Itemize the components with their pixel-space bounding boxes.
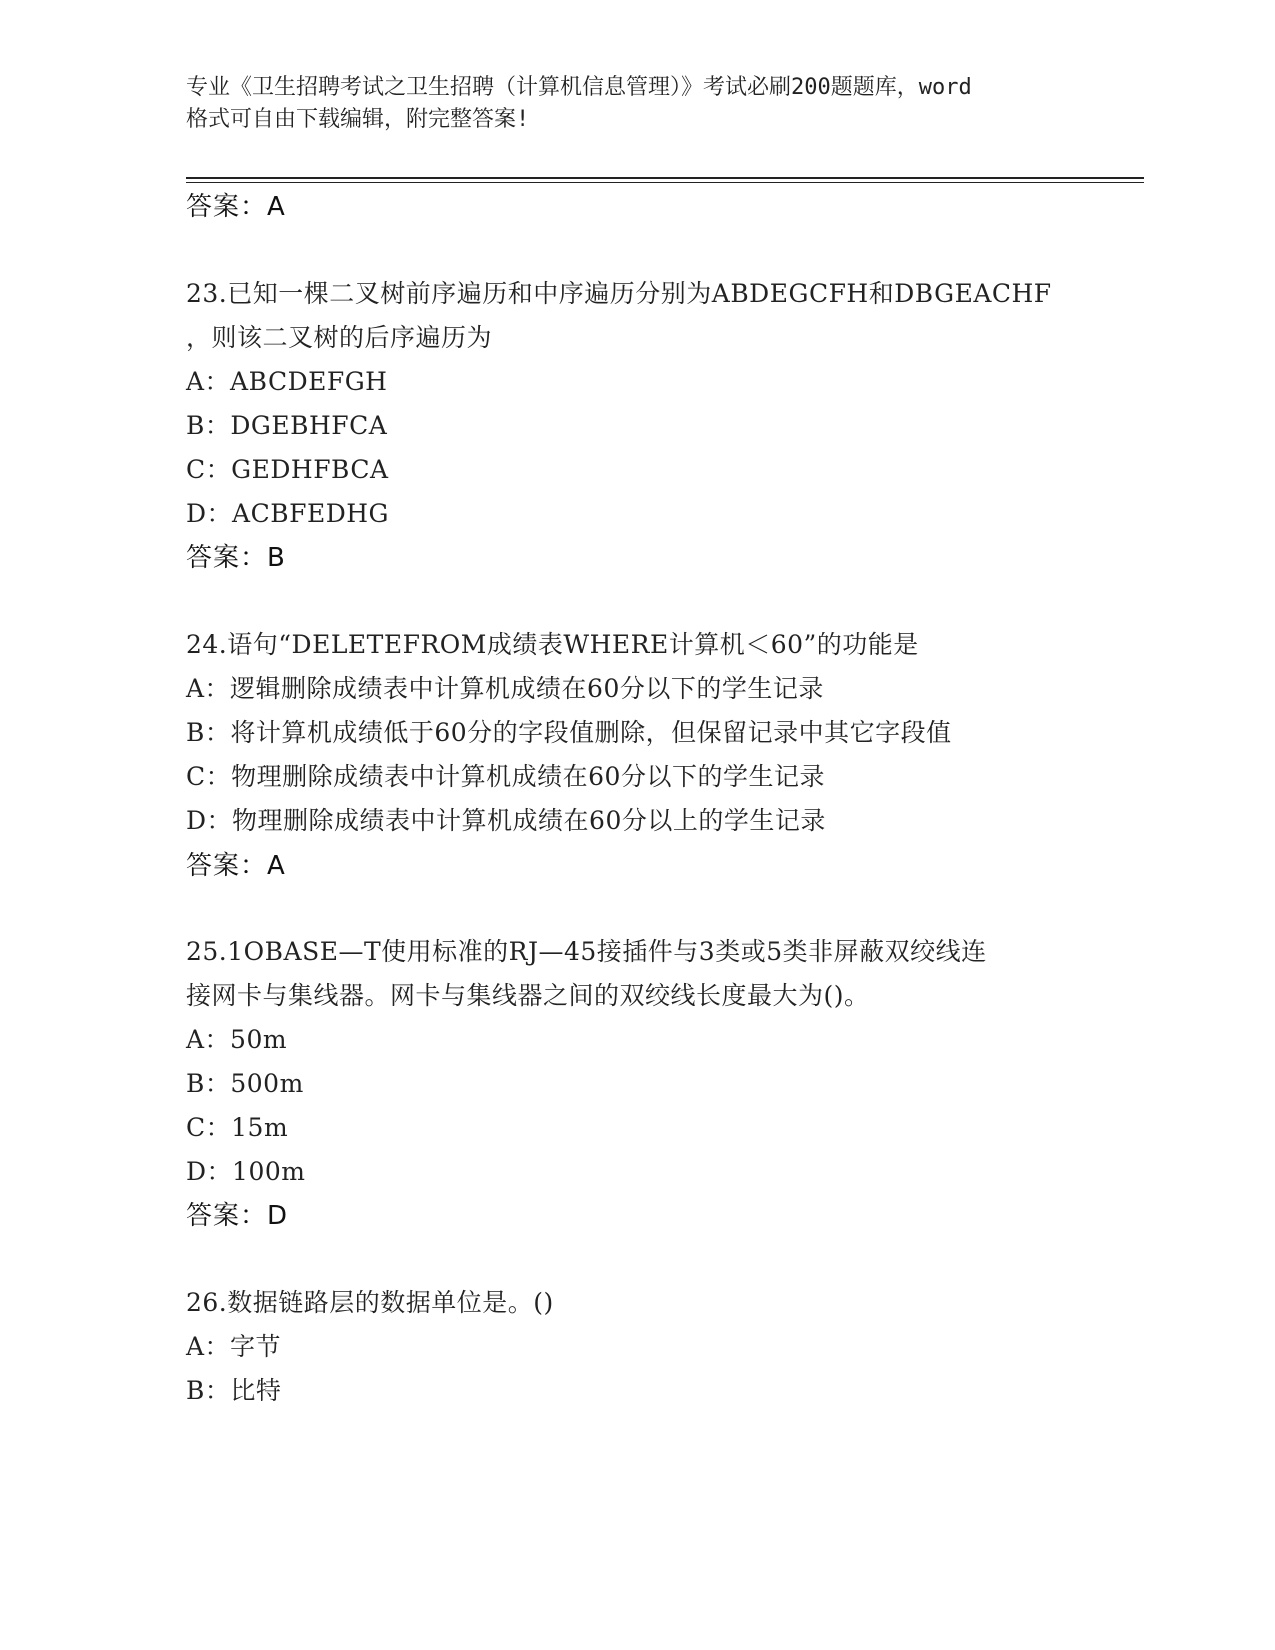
question-stem: 26.数据链路层的数据单位是。() [186,1288,554,1317]
question-stem: 23.已知一棵二叉树前序遍历和中序遍历分别为ABDEGCFH和DBGEACHF [186,279,1052,308]
option-d: D：物理删除成绩表中计算机成绩在60分以上的学生记录 [186,806,826,835]
option-b: B：500m [186,1069,304,1098]
document-header [186,72,1086,136]
option-c: C：15m [186,1113,289,1142]
option-c: C：GEDHFBCA [186,455,389,484]
header-divider-thin [186,182,1144,183]
option-a: A：字节 [186,1332,282,1361]
question-stem: 25.1OBASE—T使用标准的RJ—45接插件与3类或5类非屏蔽双绞线连 [186,937,987,966]
question-stem: ，则该二叉树的后序遍历为 [186,323,493,352]
header-divider [186,177,1144,179]
answer-line: 答案：B [186,543,286,573]
option-c: C：物理删除成绩表中计算机成绩在60分以下的学生记录 [186,762,825,791]
header-line-2: 格式可自由下载编辑，附完整答案! [186,107,530,132]
option-d: D：ACBFEDHG [186,499,390,528]
header-line-1: 专业《卫生招聘考试之卫生招聘（计算机信息管理）》考试必刷200题题库，word [186,75,972,100]
option-a: A：50m [186,1025,288,1054]
answer-line: 答案：A [186,851,286,881]
answer-line: 答案：D [186,1201,289,1231]
option-a: A：ABCDEFGH [186,367,388,396]
option-d: D：100m [186,1157,306,1186]
question-stem: 接网卡与集线器。网卡与集线器之间的双绞线长度最大为()。 [186,981,870,1010]
answer-line: 答案：A [186,192,286,222]
option-b: B：将计算机成绩低于60分的字段值删除，但保留记录中其它字段值 [186,718,952,747]
option-a: A：逻辑删除成绩表中计算机成绩在60分以下的学生记录 [186,674,824,703]
option-b: B：DGEBHFCA [186,411,388,440]
question-stem: 24.语句“DELETEFROM成绩表WHERE计算机＜60”的功能是 [186,630,919,659]
option-b: B：比特 [186,1376,282,1405]
